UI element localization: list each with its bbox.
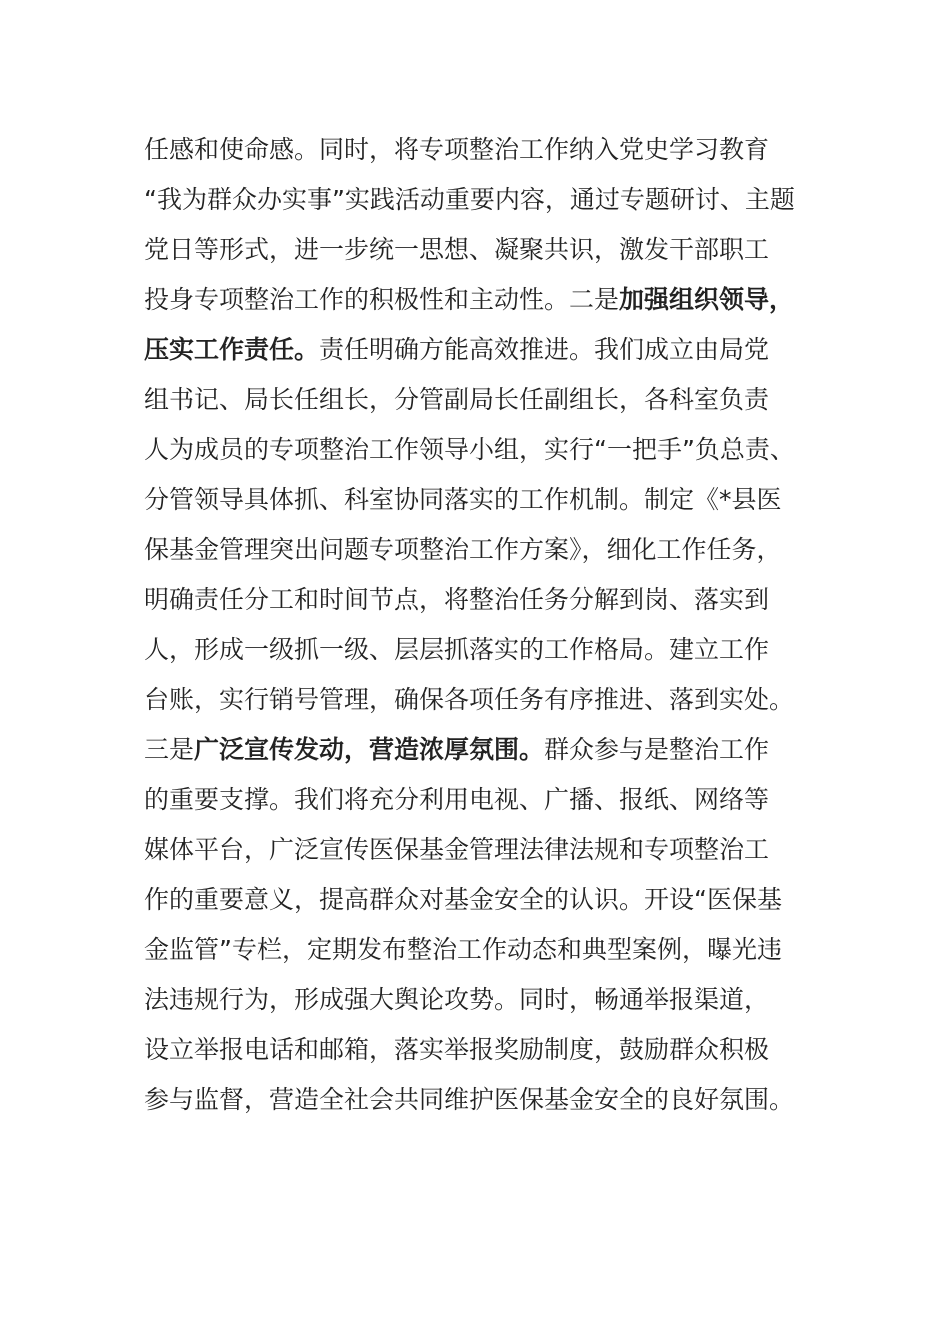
text-segment: 组书记、局长任组长，分管副局长任副组长，各科室负责 (144, 385, 770, 414)
text-line (144, 1075, 814, 1125)
text-line (144, 275, 814, 325)
text-line (144, 475, 814, 525)
text-segment: 人为成员的专项整治工作领导小组，实行“一把手”负总责、 (144, 435, 795, 464)
text-line (144, 575, 814, 625)
text-segment: 保基金管理突出问题专项整治工作方案》，细化工作任务， (144, 535, 782, 564)
text-segment: 媒体平台，广泛宣传医保基金管理法律法规和专项整治工 (144, 835, 770, 864)
text-line (144, 975, 814, 1025)
text-segment: 台账，实行销号管理，确保各项任务有序推进、落到实处。 (144, 685, 795, 714)
text-segment: 设立举报电话和邮箱，落实举报奖励制度，鼓励群众积极 (144, 1035, 770, 1064)
text-segment: 责任明确方能高效推进。我们成立由局党 (319, 335, 770, 364)
text-line (144, 175, 814, 225)
text-line (144, 525, 814, 575)
bold-text-segment: 加强组织领导， (619, 285, 795, 314)
text-segment: 群众参与是整治工作 (544, 735, 770, 764)
text-segment: 明确责任分工和时间节点，将整治任务分解到岗、落实到 (144, 585, 770, 614)
text-line (144, 875, 814, 925)
text-line (144, 625, 814, 675)
text-segment: 法违规行为，形成强大舆论攻势。同时，畅通举报渠道， (144, 985, 770, 1014)
text-line (144, 425, 814, 475)
text-segment: 参与监督，营造全社会共同维护医保基金安全的良好氛围。 (144, 1085, 795, 1114)
text-segment: 任感和使命感。同时，将专项整治工作纳入党史学习教育 (144, 135, 770, 164)
text-line (144, 775, 814, 825)
text-line (144, 825, 814, 875)
bold-text-segment: 压实工作责任。 (144, 335, 320, 364)
text-segment: 分管领导具体抓、科室协同落实的工作机制。制定《*县医 (144, 485, 782, 514)
body-text (144, 125, 814, 1125)
text-line (144, 1025, 814, 1075)
text-segment: 党日等形式，进一步统一思想、凝聚共识，激发干部职工 (144, 235, 770, 264)
text-line (144, 375, 814, 425)
text-segment: 三是 (144, 735, 195, 764)
text-segment: 作的重要意义，提高群众对基金安全的认识。开设“医保基 (144, 885, 782, 914)
text-line (144, 325, 814, 375)
text-segment: “我为群众办实事”实践活动重要内容，通过专题研讨、主题 (144, 185, 795, 214)
text-line (144, 925, 814, 975)
text-segment: 人，形成一级抓一级、层层抓落实的工作格局。建立工作 (144, 635, 770, 664)
text-segment: 金监管”专栏，定期发布整治工作动态和典型案例，曝光违 (144, 935, 782, 964)
bold-text-segment: 广泛宣传发动，营造浓厚氛围。 (194, 735, 545, 764)
text-line (144, 675, 814, 725)
text-segment: 的重要支撑。我们将充分利用电视、广播、报纸、网络等 (144, 785, 770, 814)
text-line (144, 225, 814, 275)
text-segment: 投身专项整治工作的积极性和主动性。二是 (144, 285, 620, 314)
text-line (144, 725, 814, 775)
text-line (144, 125, 814, 175)
